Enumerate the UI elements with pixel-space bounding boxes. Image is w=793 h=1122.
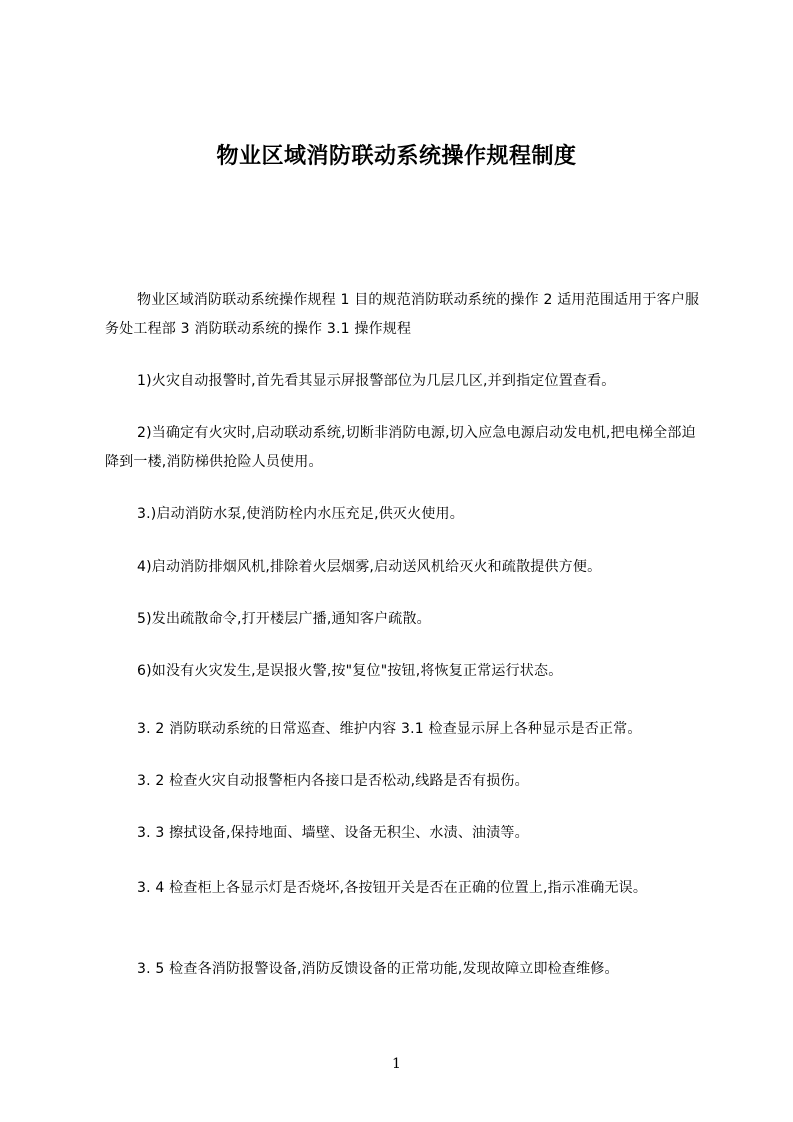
paragraph-step-1: 1)火灾自动报警时,首先看其显示屏报警部位为几层几区,并到指定位置查看。 <box>137 373 616 389</box>
document-title: 物业区域消防联动系统操作规程制度 <box>216 144 577 169</box>
paragraph-maintenance-4: 3. 4 检查柜上各显示灯是否烧坏,各按钮开关是否在正确的位置上,指示准确无误。 <box>137 880 648 896</box>
paragraph-step-2: 2)当确定有火灾时,启动联动系统,切断非消防电源,切入应急电源启动发电机,把电梯全部迫降到一楼,消防梯供抢险人员使用。 <box>105 425 696 470</box>
paragraph-step-5: 5)发出疏散命令,打开楼层广播,通知客户疏散。 <box>137 611 431 627</box>
page-number: 1 <box>392 1056 401 1072</box>
paragraph-step-3: 3.)启动消防水泵,使消防栓内水压充足,供灭火使用。 <box>137 506 464 522</box>
paragraph-intro: 物业区域消防联动系统操作规程 1 目的规范消防联动系统的操作 2 适用范围适用于客户服务处工程部 3 消防联动系统的操作 3.1 操作规程 <box>105 292 700 337</box>
paragraph-maintenance-5: 3. 5 检查各消防报警设备,消防反馈设备的正常功能,发现故障立即检查维修。 <box>137 961 619 977</box>
paragraph-maintenance-3: 3. 3 擦拭设备,保持地面、墙壁、设备无积尘、水渍、油渍等。 <box>137 825 529 841</box>
paragraph-step-4: 4)启动消防排烟风机,排除着火层烟雾,启动送风机给灭火和疏散提供方便。 <box>137 559 602 575</box>
paragraph-maintenance-1: 3. 2 消防联动系统的日常巡查、维护内容 3.1 检查显示屏上各种显示是否正常。 <box>137 721 642 737</box>
paragraph-step-6: 6)如没有火灾发生,是误报火警,按"复位"按钮,将恢复正常运行状态。 <box>137 663 563 679</box>
paragraph-maintenance-2: 3. 2 检查火灾自动报警柜内各接口是否松动,线路是否有损伤。 <box>137 773 529 789</box>
